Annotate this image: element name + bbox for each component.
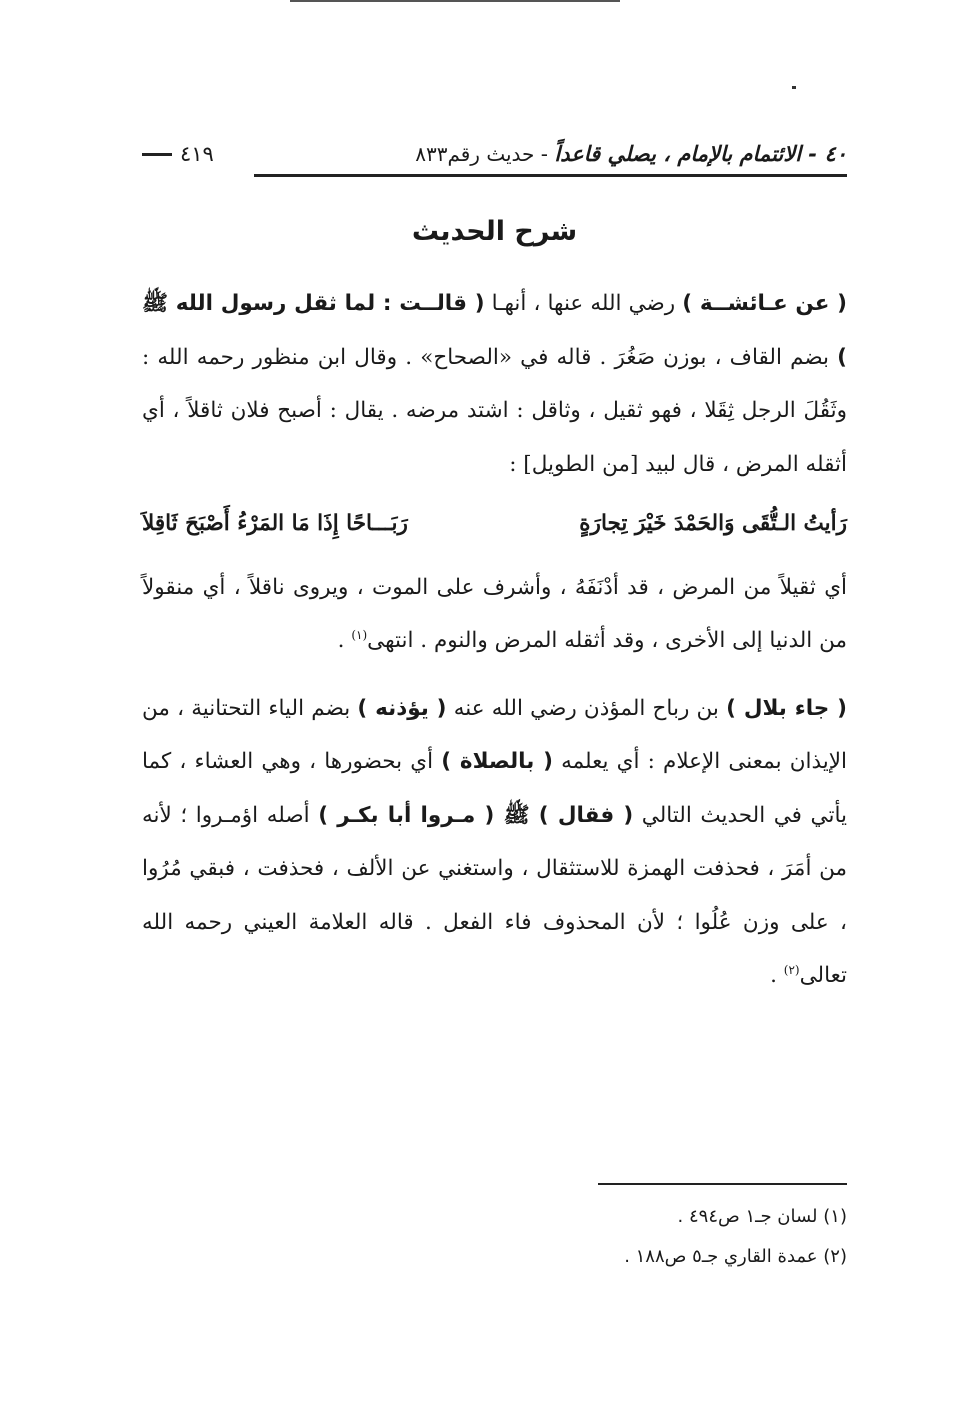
page-number: ٤١٩ [180, 142, 214, 166]
paragraph-2: أي ثقيلاً من المرض ، قد أدْنَفَهُ ، وأشرف على الموت ، ويروى ناقلاً ، أي منقولاً من الدنيا إلى الأخرى ، وقد أثقله المرض والنوم . انتهى$^{(١)}$ . [142, 574, 847, 653]
stray-mark [792, 86, 796, 89]
top-edge-rule [290, 0, 620, 2]
footnote-separator [598, 1183, 847, 1185]
page-header [142, 136, 847, 172]
footnote-ref-2[interactable]: (٢) [783, 962, 800, 977]
footnote-2: (٢) عمدة القاري جـ٥ ص١٨٨ . [624, 1246, 847, 1267]
verse-second-hemistich: رَبَـــاحًا إِذَا مَا المَرْءُ أَصْبَحَ ثَاقِلاَ [142, 511, 408, 536]
page-number-dash [142, 153, 172, 156]
paragraph-1: ( عن عـائشــة ) رضي الله عنها ، أنهـا ( قالــت : لما ثقل رسول الله ﷺ ) بضم القاف ، بوزن صَغُرَ . قاله في «الصحاح» . وقال ابن منظور رحمه الله : وثَقُلَ الرجل ثِقَلا ، فهو ثقيل ، وثاقل : اشتد مرضه . يقال : أصبح فلان ثاقلاً ، أي أثقله المرض ، قال لبيد [من الطويل] : [142, 291, 848, 477]
footnote-1: (١) لسان جـ١ ص٤٩٤ . [677, 1206, 847, 1227]
section-heading: شرح الحديث [411, 216, 578, 247]
hadith-reference: - حديث رقم٨٣٣ [415, 142, 555, 166]
body-text [142, 277, 847, 1003]
poetry-verse [142, 497, 847, 551]
footnote-ref-1[interactable]: (١) [351, 627, 368, 642]
footnotes [142, 1197, 847, 1277]
running-title: ٤٠ - الائتمام بالإمام ، يصلي قاعداً - حديث رقم٨٣٣ [415, 142, 847, 166]
header-rule [254, 174, 847, 177]
page-number-block [142, 142, 214, 166]
paragraph-3: ( جاء بلال ) بن رباح المؤذن رضي الله عنه ( يؤذنه ) بضم الياء التحتانية ، من الإيذان بمعنى الإعلام : أي يعلمه ( بالصلاة ) أي بحضورها ، وهي العشاء ، كما يأتي في الحديث التالي ( فقال ) ﷺ ( مـروا أبا بكـر ) أصله اؤمـروا ؛ لأنه من أمَرَ ، فحذفت الهمزة للاستثقال ، واستغني عن الألف ، فحذفت ، فبقي مُرُوا ، على وزن عُلُوا ؛ لأن المحذوف فاء الفعل . قاله العلامة العيني رحمه الله تعالى$^{(٢)}$ . [142, 695, 848, 988]
verse-first-hemistich: رَأيتُ الـتُّقَى وَالحَمْدَ خَيْرَ تِجارَةٍ [579, 511, 847, 536]
